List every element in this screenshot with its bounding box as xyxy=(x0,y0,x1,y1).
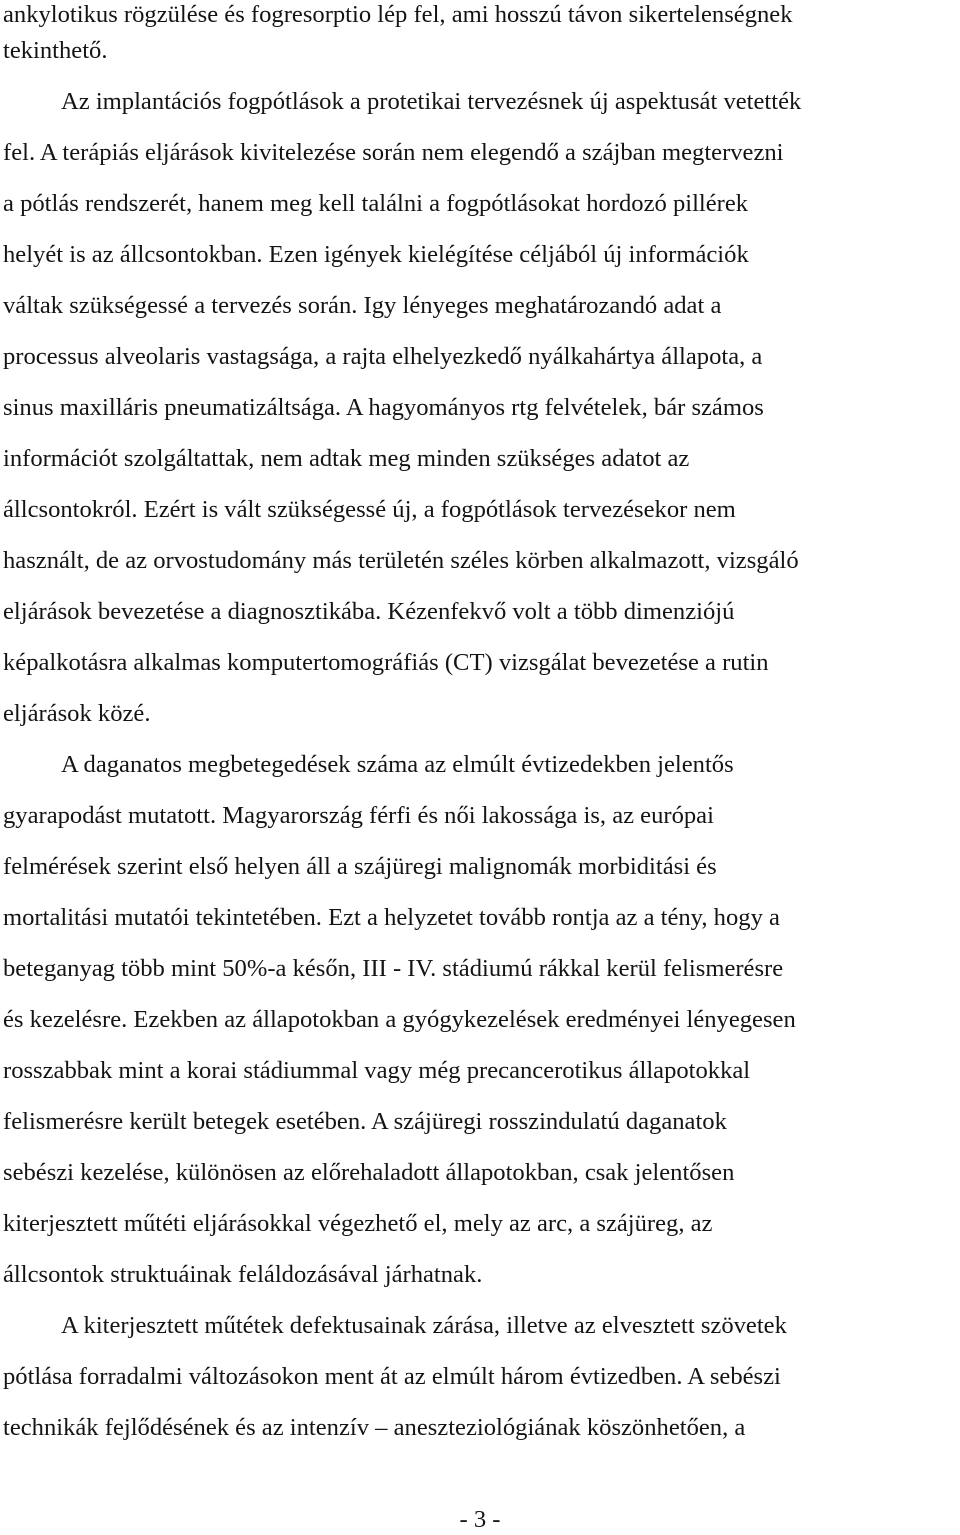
page-number: - 3 - xyxy=(459,1506,501,1533)
text-line: sebészi kezelése, különösen az előrehaladott állapotokban, csak jelentősen xyxy=(3,1159,735,1186)
text-line: ankylotikus rögzülése és fogresorptio lép fel, ami hosszú távon sikertelenségnek xyxy=(3,1,793,28)
text-line: pótlása forradalmi változásokon ment át az elmúlt három évtizedben. A sebészi xyxy=(3,1363,781,1390)
paragraph-first-line: A kiterjesztett műtétek defektusainak zárása, illetve az elvesztett szövetek xyxy=(61,1312,787,1339)
text-line: beteganyag több mint 50%-a későn, III - IV. stádiumú rákkal kerül felismerésre xyxy=(3,955,784,982)
text-line: tekinthető. xyxy=(3,37,108,64)
text-line: információt szolgáltattak, nem adtak meg minden szükséges adatot az xyxy=(3,445,690,472)
text-line: eljárások közé. xyxy=(3,700,151,727)
paragraph-first-line: Az implantációs fogpótlások a protetikai tervezésnek új aspektusát vetették xyxy=(61,88,802,115)
text-line: váltak szükségessé a tervezés során. Igy lényeges meghatározandó adat a xyxy=(3,292,722,319)
text-line: rosszabbak mint a korai stádiummal vagy még precancerotikus állapotokkal xyxy=(3,1057,751,1084)
text-line: a pótlás rendszerét, hanem meg kell találni a fogpótlásokat hordozó pillérek xyxy=(3,190,749,217)
text-line: mortalitási mutatói tekintetében. Ezt a helyzetet tovább rontja az a tény, hogy a xyxy=(3,904,780,931)
text-line: használt, de az orvostudomány más területén széles körben alkalmazott, vizsgáló xyxy=(3,547,799,574)
text-line: képalkotásra alkalmas komputertomográfiás (CT) vizsgálat bevezetése a rutin xyxy=(3,649,769,676)
paragraph-first-line: A daganatos megbetegedések száma az elmúlt évtizedekben jelentős xyxy=(61,751,734,778)
text-line: technikák fejlődésének és az intenzív – aneszteziológiának köszönhetően, a xyxy=(3,1414,746,1441)
text-line: eljárások bevezetése a diagnosztikába. Kézenfekvő volt a több dimenziójú xyxy=(3,598,735,625)
text-line: felmérések szerint első helyen áll a szájüregi malignomák morbiditási és xyxy=(3,853,717,880)
text-line: helyét is az állcsontokban. Ezen igények kielégítése céljából új információk xyxy=(3,241,749,268)
text-line: sinus maxilláris pneumatizáltsága. A hagyományos rtg felvételek, bár számos xyxy=(3,394,764,421)
text-line: kiterjesztett műtéti eljárásokkal végezhető el, mely az arc, a szájüreg, az xyxy=(3,1210,713,1237)
text-line: és kezelésre. Ezekben az állapotokban a gyógykezelések eredményei lényegesen xyxy=(3,1006,796,1033)
text-line: gyarapodást mutatott. Magyarország férfi és női lakossága is, az európai xyxy=(3,802,714,829)
text-line: fel. A terápiás eljárások kivitelezése során nem elegendő a szájban megtervezni xyxy=(3,139,784,166)
text-line: processus alveolaris vastagsága, a rajta elhelyezkedő nyálkahártya állapota, a xyxy=(3,343,763,370)
text-line: állcsontok struktuáinak feláldozásával járhatnak. xyxy=(3,1261,483,1288)
text-line: felismerésre került betegek esetében. A szájüregi rosszindulatú daganatok xyxy=(3,1108,727,1135)
text-line: állcsontokról. Ezért is vált szükségessé új, a fogpótlások tervezésekor nem xyxy=(3,496,736,523)
